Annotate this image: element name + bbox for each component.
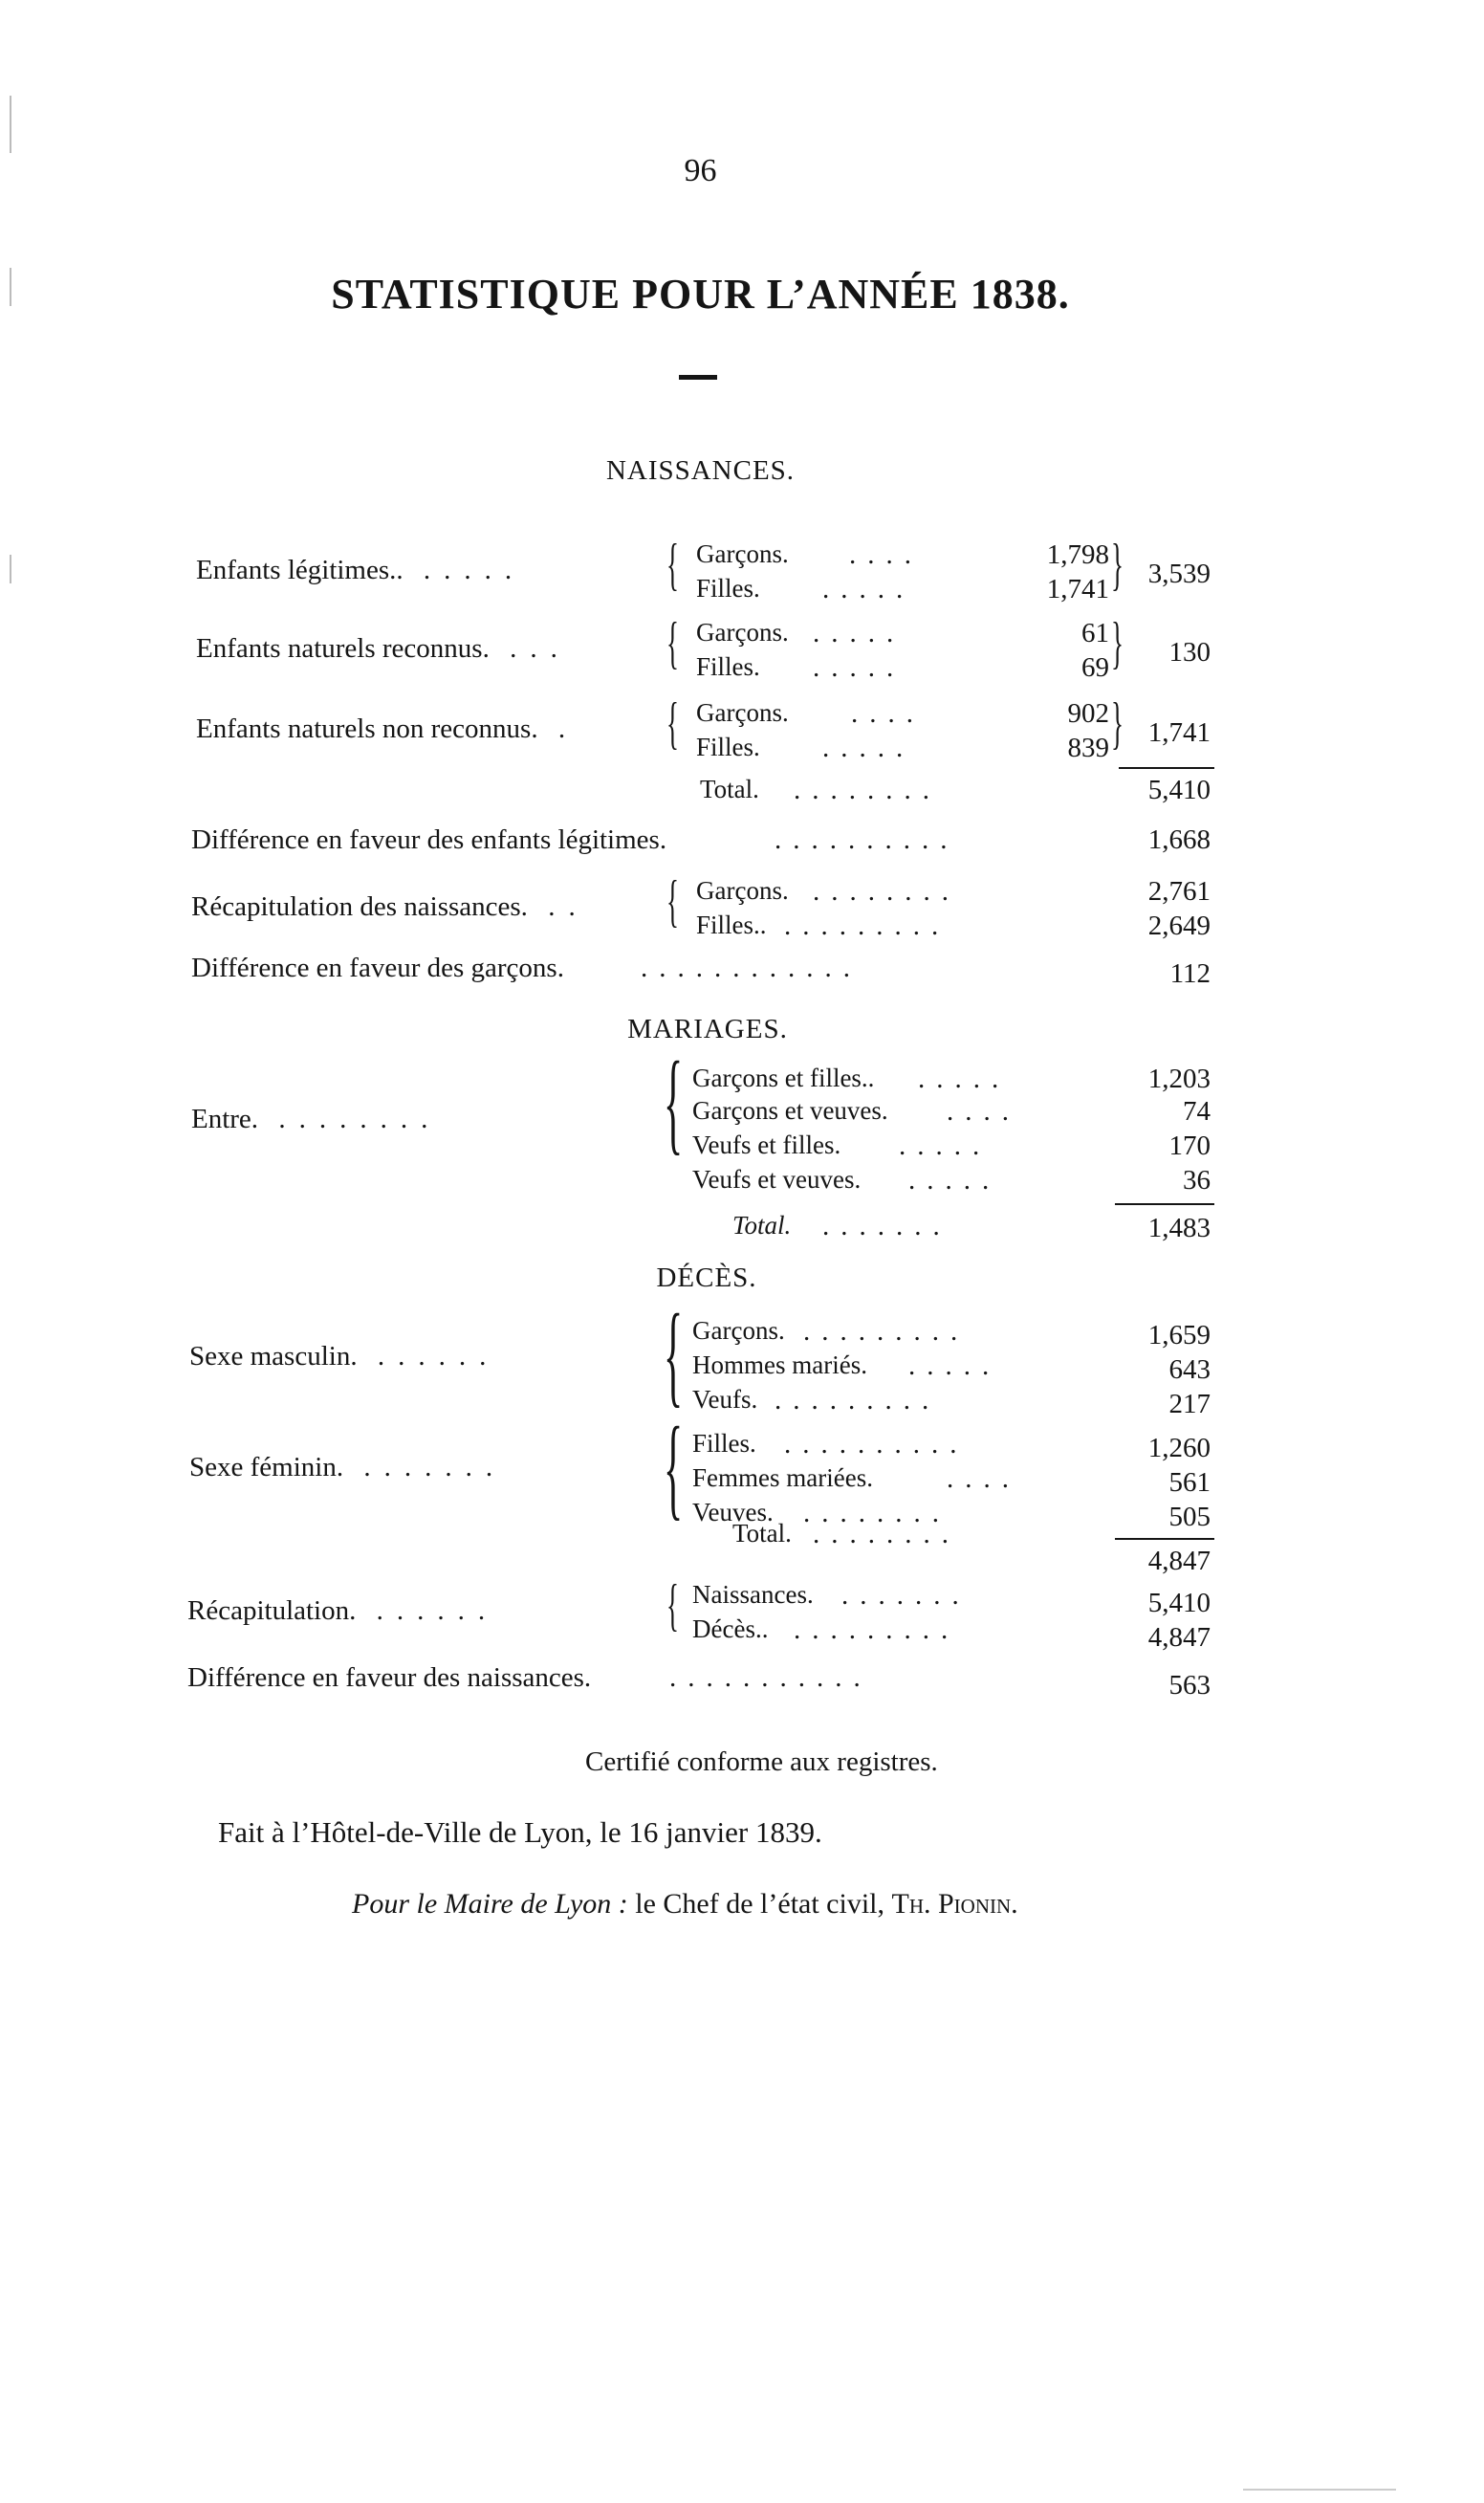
row-value: 61 [1081,618,1109,648]
title-rule [679,375,717,380]
row-value: 2,649 [1147,911,1211,941]
row-label: Veufs et filles. [692,1131,841,1159]
row-label: Garçons. [696,698,789,727]
group-label: Enfants naturels non reconnus. . [196,714,579,744]
total-label: Total. [732,1519,792,1548]
leader-dots: ............ [641,953,862,983]
leader-dots: ......... [803,1316,970,1347]
leader-dots: .......... [784,1429,969,1460]
brace: { [666,1573,679,1636]
row-label: Filles. [696,574,760,603]
page-number: 96 [684,153,717,188]
signature-prefix: Pour le Maire de Lyon : [352,1888,628,1920]
naissances-heading: NAISSANCES. [605,455,796,486]
row-label: Hommes mariés. [692,1350,867,1379]
leader-dots: .... [947,1463,1020,1494]
row-value: 1,741 [1046,574,1109,604]
brace: { [664,1290,684,1417]
leader-dots: ......... [794,1614,960,1645]
diff-naissances-value: 563 [1168,1670,1211,1701]
leader-dots: ....... [822,1211,951,1241]
total-value: 1,483 [1147,1213,1211,1243]
row-label: Filles.. [696,911,767,939]
brace: { [666,869,679,933]
leader-dots: ..... [908,1350,1001,1381]
brace: { [664,1403,684,1530]
leader-dots: ..... [822,733,915,763]
row-label: Naissances. [692,1580,814,1609]
leader-dots: ..... [918,1064,1011,1094]
leader-dots: .... [851,698,925,729]
leader-dots: ........... [669,1662,872,1693]
row-label: Veufs et veuves. [692,1165,862,1194]
brace: } [1111,611,1124,674]
leader-dots: .... [947,1096,1020,1127]
total-value: 4,847 [1147,1546,1211,1576]
page-title: STATISTIQUE POUR L’ANNÉE 1838. [331,271,1070,318]
row-value: 36 [1183,1165,1211,1196]
group-label: Enfants légitimes.. ..... [196,555,526,585]
row-value: 505 [1168,1502,1211,1532]
row-value: 4,847 [1147,1622,1211,1653]
group-label: Enfants naturels reconnus. ... [196,633,571,664]
row-value: 839 [1067,733,1109,763]
row-label: Décès.. [692,1614,769,1643]
row-label: Garçons. [696,876,789,905]
signature-name: Th. Pionin. [891,1888,1018,1920]
leader-dots: ......... [775,1385,941,1416]
row-value: 902 [1067,698,1109,729]
diff-naissances-label: Différence en faveur des naissances. [187,1662,592,1693]
sum-line [1119,767,1214,769]
brace: { [664,1038,684,1165]
leader-dots: ........ [803,1498,950,1528]
recap-naissances-label: Récapitulation des naissances. .. [191,891,589,922]
row-value: 561 [1168,1467,1211,1498]
leader-dots: ........ [813,876,960,907]
leader-dots: ....... [841,1580,971,1611]
row-label: Filles. [696,733,760,761]
total-label: Total. [732,1211,792,1240]
group-label: Sexe féminin. ....... [189,1452,507,1482]
diff-legit-label: Différence en faveur des enfants légitimes. [191,824,667,855]
brace: } [1111,533,1124,596]
row-value: 1,203 [1147,1064,1211,1094]
brace: { [666,533,679,596]
margin-mark [10,555,11,583]
row-label: Filles. [696,652,760,681]
mariages-label: Entre. ........ [191,1104,442,1134]
row-label: Veuves. [692,1498,774,1526]
leader-dots: ..... [908,1165,1001,1196]
group-label: Sexe masculin. ...... [189,1341,500,1372]
row-label: Garçons. [696,539,789,568]
row-value: 643 [1168,1354,1211,1385]
leader-dots: .... [849,539,923,570]
row-label: Garçons. [692,1316,785,1345]
row-label: Veufs. [692,1385,758,1414]
sum-line [1115,1538,1214,1540]
leader-dots: ........ [813,1519,960,1549]
brace: } [1111,692,1124,755]
row-value: 1,260 [1147,1433,1211,1463]
signature-body: le Chef de l’état civil, [635,1888,884,1920]
brace: { [666,692,679,755]
signature-line [352,1888,1018,1921]
made-at-text: Fait à l’Hôtel-de-Ville de Lyon, le 16 janvier 1839. [218,1815,822,1849]
leader-dots: ........ [794,775,941,805]
leader-dots: .......... [775,824,959,855]
scan-mark [1243,2489,1396,2491]
leader-dots: ..... [813,652,906,683]
brace: { [666,611,679,674]
group-subtotal: 130 [1168,637,1211,668]
row-label: Garçons. [696,618,789,647]
row-label: Femmes mariées. [692,1463,873,1492]
group-subtotal: 1,741 [1147,717,1211,748]
diff-garcons-label: Différence en faveur des garçons. [191,953,564,983]
leader-dots: ..... [822,574,915,604]
margin-mark [10,96,11,153]
row-value: 170 [1168,1131,1211,1161]
row-value: 1,659 [1147,1320,1211,1350]
mariages-heading: MARIAGES. [627,1014,788,1044]
row-label: Filles. [692,1429,756,1458]
leader-dots: ..... [899,1131,992,1161]
row-label: Garçons et filles.. [692,1064,875,1092]
leader-dots: ......... [784,911,950,941]
row-value: 69 [1081,652,1109,683]
group-subtotal: 3,539 [1147,559,1211,589]
recap-deces-label: Récapitulation. ...... [187,1595,499,1626]
row-value: 5,410 [1147,1588,1211,1618]
row-value: 1,798 [1046,539,1109,570]
diff-legit-value: 1,668 [1147,824,1211,855]
row-value: 2,761 [1147,876,1211,907]
row-value: 74 [1183,1096,1211,1127]
sum-line [1115,1203,1214,1205]
row-value: 217 [1168,1389,1211,1419]
diff-garcons-value: 112 [1169,958,1211,989]
total-label: Total. [700,775,759,803]
certified-text: Certifié conforme aux registres. [585,1746,938,1777]
deces-heading: DÉCÈS. [656,1262,757,1293]
leader-dots: ..... [813,618,906,648]
total-value: 5,410 [1147,775,1211,805]
row-label: Garçons et veuves. [692,1096,888,1125]
